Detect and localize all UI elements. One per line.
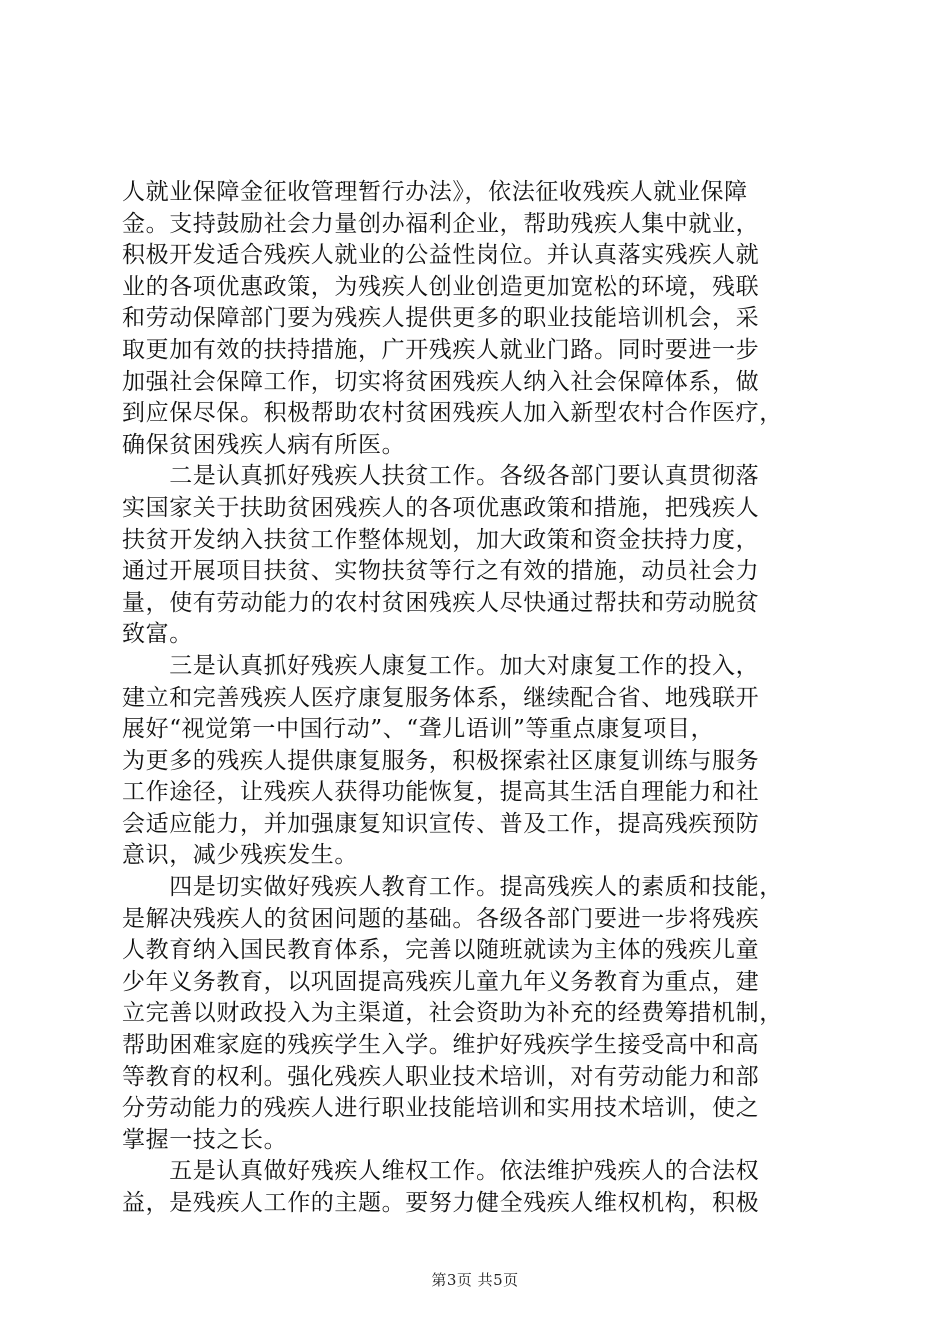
text-line: 掌握一技之长。 bbox=[122, 1126, 288, 1153]
text-line: 少年义务教育，以巩固提高残疾儿童九年义务教育为重点，建 bbox=[122, 968, 760, 995]
text-line: 为更多的残疾人提供康复服务，积极探索社区康复训练与服务 bbox=[122, 747, 760, 774]
text-line: 扶贫开发纳入扶贫工作整体规划，加大政策和资金扶持力度， bbox=[122, 526, 760, 553]
text-line: 量，使有劳动能力的农村贫困残疾人尽快通过帮扶和劳动脱贫 bbox=[122, 589, 760, 616]
text-line: 建立和完善残疾人医疗康复服务体系，继续配合省、地残联开 bbox=[122, 684, 760, 711]
page-number-footer: 第3页 共5页 bbox=[431, 1271, 519, 1289]
text-line: 二是认真抓好残疾人扶贫工作。各级各部门要认真贯彻落 bbox=[122, 463, 760, 490]
text-line: 分劳动能力的残疾人进行职业技能培训和实用技术培训，使之 bbox=[122, 1095, 760, 1122]
text-line: 积极开发适合残疾人就业的公益性岗位。并认真落实残疾人就 bbox=[122, 242, 760, 269]
text-line: 立完善以财政投入为主渠道，社会资助为补充的经费筹措机制， bbox=[122, 1000, 783, 1027]
text-line: 业的各项优惠政策，为残疾人创业创造更加宽松的环境，残联 bbox=[122, 273, 760, 300]
text-line: 人教育纳入国民教育体系，完善以随班就读为主体的残疾儿童 bbox=[122, 937, 760, 964]
text-line: 帮助困难家庭的残疾学生入学。维护好残疾学生接受高中和高 bbox=[122, 1032, 760, 1059]
text-line: 益，是残疾人工作的主题。要努力健全残疾人维权机构，积极 bbox=[122, 1190, 760, 1216]
text-line: 意识，减少残疾发生。 bbox=[122, 842, 358, 869]
text-line: 加强社会保障工作，切实将贫困残疾人纳入社会保障体系，做 bbox=[122, 368, 760, 395]
text-line: 和劳动保障部门要为残疾人提供更多的职业技能培训机会，采 bbox=[122, 305, 760, 332]
document-body bbox=[122, 177, 838, 1220]
text-line: 展好“视觉第一中国行动”、“聋儿语训”等重点康复项目， bbox=[122, 716, 715, 743]
text-line: 五是认真做好残疾人维权工作。依法维护残疾人的合法权 bbox=[122, 1158, 760, 1185]
text-line: 金。支持鼓励社会力量创办福利企业，帮助残疾人集中就业， bbox=[122, 210, 760, 237]
text-line: 四是切实做好残疾人教育工作。提高残疾人的素质和技能， bbox=[122, 874, 783, 901]
text-line: 人就业保障金征收管理暂行办法》，依法征收残疾人就业保障 bbox=[122, 179, 748, 205]
text-line: 三是认真抓好残疾人康复工作。加大对康复工作的投入， bbox=[122, 652, 760, 679]
text-line: 取更加有效的扶持措施，广开残疾人就业门路。同时要进一步 bbox=[122, 336, 760, 363]
text-line: 致富。 bbox=[122, 621, 193, 648]
text-line: 确保贫困残疾人病有所医。 bbox=[122, 431, 406, 458]
text-line: 通过开展项目扶贫、实物扶贫等行之有效的措施，动员社会力 bbox=[122, 558, 760, 585]
text-line: 会适应能力，并加强康复知识宣传、普及工作，提高残疾预防 bbox=[122, 810, 760, 837]
text-line: 是解决残疾人的贫困问题的基础。各级各部门要进一步将残疾 bbox=[122, 905, 760, 932]
text-line: 等教育的权利。强化残疾人职业技术培训，对有劳动能力和部 bbox=[122, 1063, 760, 1090]
text-line: 工作途径，让残疾人获得功能恢复，提高其生活自理能力和社 bbox=[122, 779, 760, 806]
text-line: 实国家关于扶助贫困残疾人的各项优惠政策和措施，把残疾人 bbox=[122, 494, 760, 521]
text-line: 到应保尽保。积极帮助农村贫困残疾人加入新型农村合作医疗， bbox=[122, 400, 783, 427]
